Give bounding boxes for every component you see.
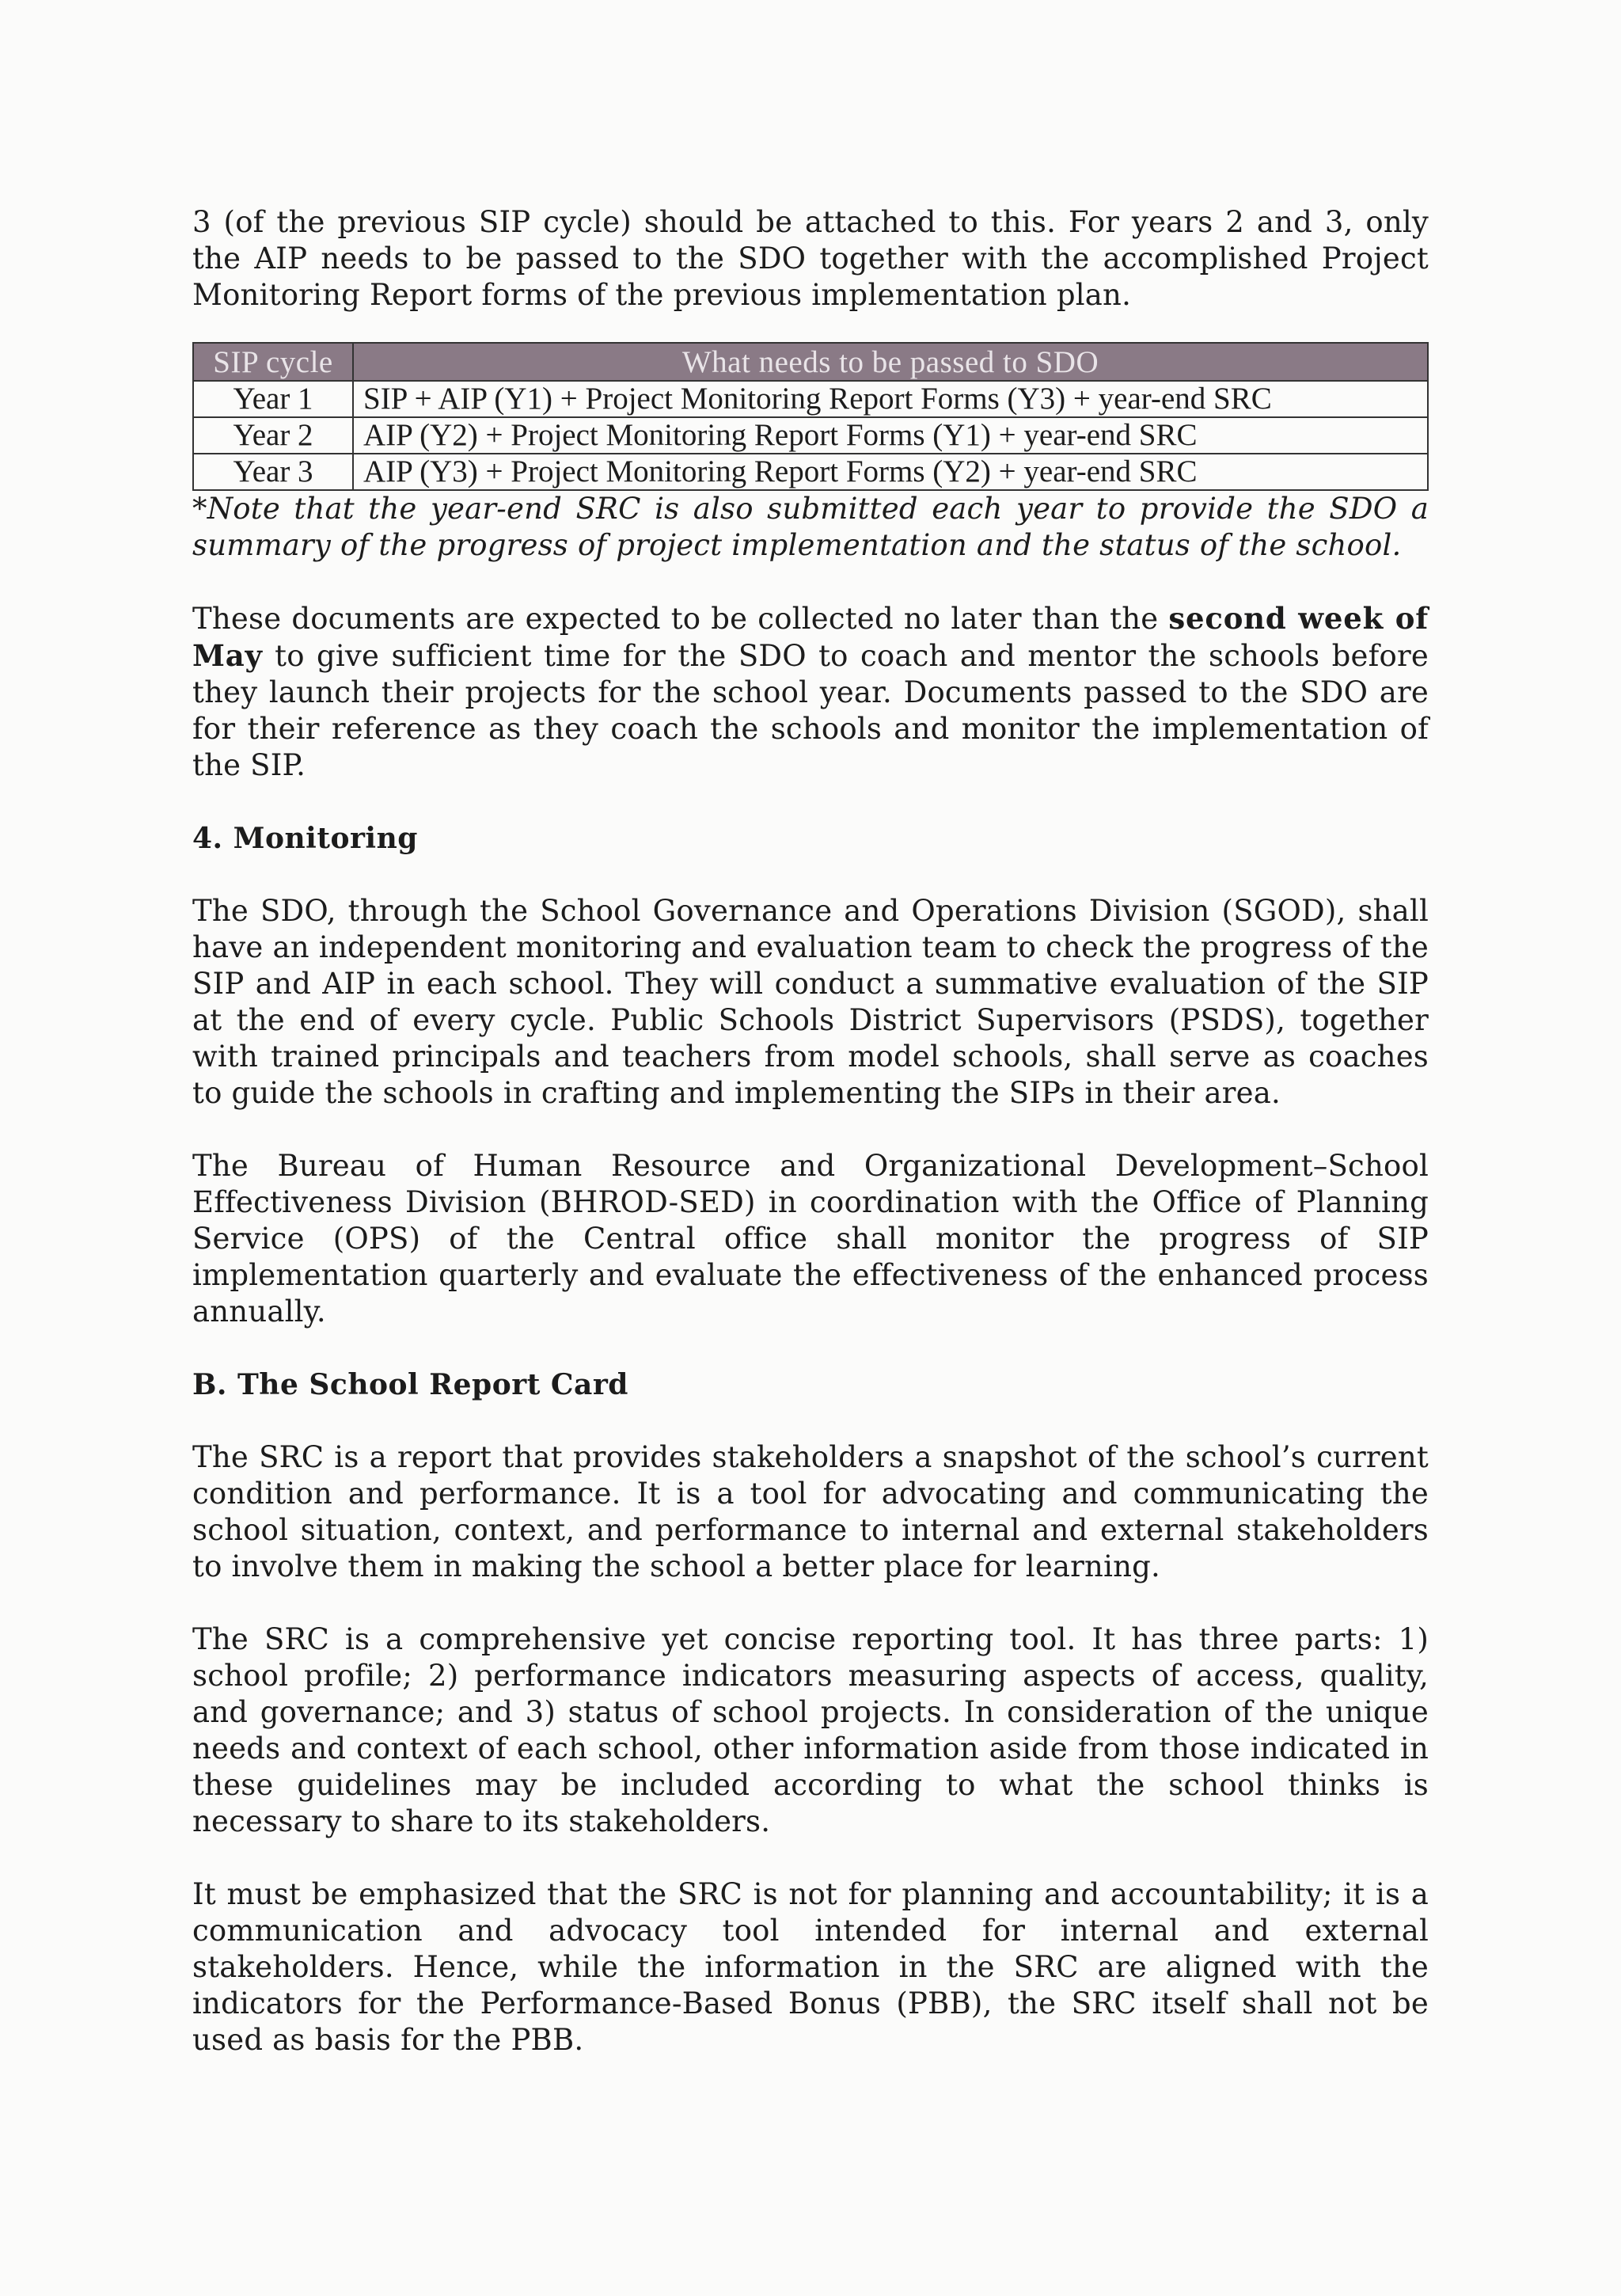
table-header-row [193, 343, 1428, 381]
sip-submission-table [192, 342, 1429, 491]
monitoring-paragraph-2: The Bureau of Human Resource and Organizational Development–School Effectiveness Division (BHROD-SED) in coordination with the Office of Planning Service (OPS) of the Central office shall monitor the progress of SIP implementation quarterly and evaluate the effectiveness of the enhanced process annually. [192, 1149, 1429, 1329]
table-note: *Note that the year-end SRC is also submitted each year to provide the SDO a summary of the progress of project implementation and the status of the school. [192, 492, 1429, 562]
cycle-cell: Year 3 [193, 454, 353, 490]
table-row [193, 454, 1428, 490]
table-row [193, 417, 1428, 454]
monitoring-paragraph-1: The SDO, through the School Governance and Operations Division (SGOD), shall have an independent monitoring and evaluation team to check the progress of the SIP and AIP in each school. They will conduct a summative evaluation of the SIP at the end of every cycle. Public Schools District Supervisors (PSDS), together with trained principals and teachers from model schools, shall serve as coaches to guide the schools in crafting and implementing the SIPs in their area. [192, 894, 1429, 1110]
document-page [192, 204, 1429, 2058]
src-paragraph-1: The SRC is a report that provides stakeholders a snapshot of the school’s current condition and performance. It is a tool for advocating and communicating the school situation, context, and performance to internal and external stakeholders to involve them in making the school a better place for learning. [192, 1440, 1429, 1583]
section-heading-monitoring: 4. Monitoring [192, 822, 418, 855]
intro-paragraph: 3 (of the previous SIP cycle) should be attached to this. For years 2 and 3, only the AIP needs to be passed to the SDO together with the accomplished Project Monitoring Report forms of the previous implementation plan. [192, 205, 1429, 312]
src-paragraph-2: The SRC is a comprehensive yet concise reporting tool. It has three parts: 1) school profile; 2) performance indicators measuring aspects of access, quality, and governance; and 3) status of school projects. In consideration of the unique needs and context of each school, other information aside from those indicated in these guidelines may be included according to what the school thinks is necessary to share to its stakeholders. [192, 1622, 1429, 1838]
items-cell: AIP (Y3) + Project Monitoring Report Forms (Y2) + year-end SRC [353, 454, 1428, 490]
collection-text-before: These documents are expected to be collected no later than the [192, 602, 1169, 636]
items-cell: AIP (Y2) + Project Monitoring Report Forms (Y1) + year-end SRC [353, 417, 1428, 454]
src-paragraph-3: It must be emphasized that the SRC is not for planning and accountability; it is a communication and advocacy tool intended for internal and external stakeholders. Hence, while the information in the SRC are aligned with the indicators for the Performance-Based Bonus (PBB), the SRC itself shall not be used as basis for the PBB. [192, 1877, 1429, 2057]
header-sip-cycle: SIP cycle [193, 343, 353, 381]
spacer [192, 564, 1429, 600]
table-row [193, 381, 1428, 417]
collection-deadline-emphasis: second week of May [192, 601, 1429, 673]
section-heading-school-report-card: B. The School Report Card [192, 1368, 628, 1401]
header-what-to-pass: What needs to be passed to SDO [353, 343, 1428, 381]
cycle-cell: Year 2 [193, 417, 353, 454]
spacer [192, 1403, 1429, 1439]
collection-paragraph [192, 600, 1429, 784]
collection-text-after: to give sufficient time for the SDO to coach and mentor the schools before they launch their projects for the school year. Documents passed to the SDO are for their reference as they coach the schools and monitor the implementation of the SIP. [192, 639, 1429, 782]
spacer [192, 1585, 1429, 1621]
spacer [192, 857, 1429, 893]
spacer [192, 314, 1429, 342]
spacer [192, 1840, 1429, 1876]
spacer [192, 1112, 1429, 1148]
items-cell: SIP + AIP (Y1) + Project Monitoring Report Forms (Y3) + year-end SRC [353, 381, 1428, 417]
cycle-cell: Year 1 [193, 381, 353, 417]
spacer [192, 784, 1429, 820]
spacer [192, 1330, 1429, 1367]
